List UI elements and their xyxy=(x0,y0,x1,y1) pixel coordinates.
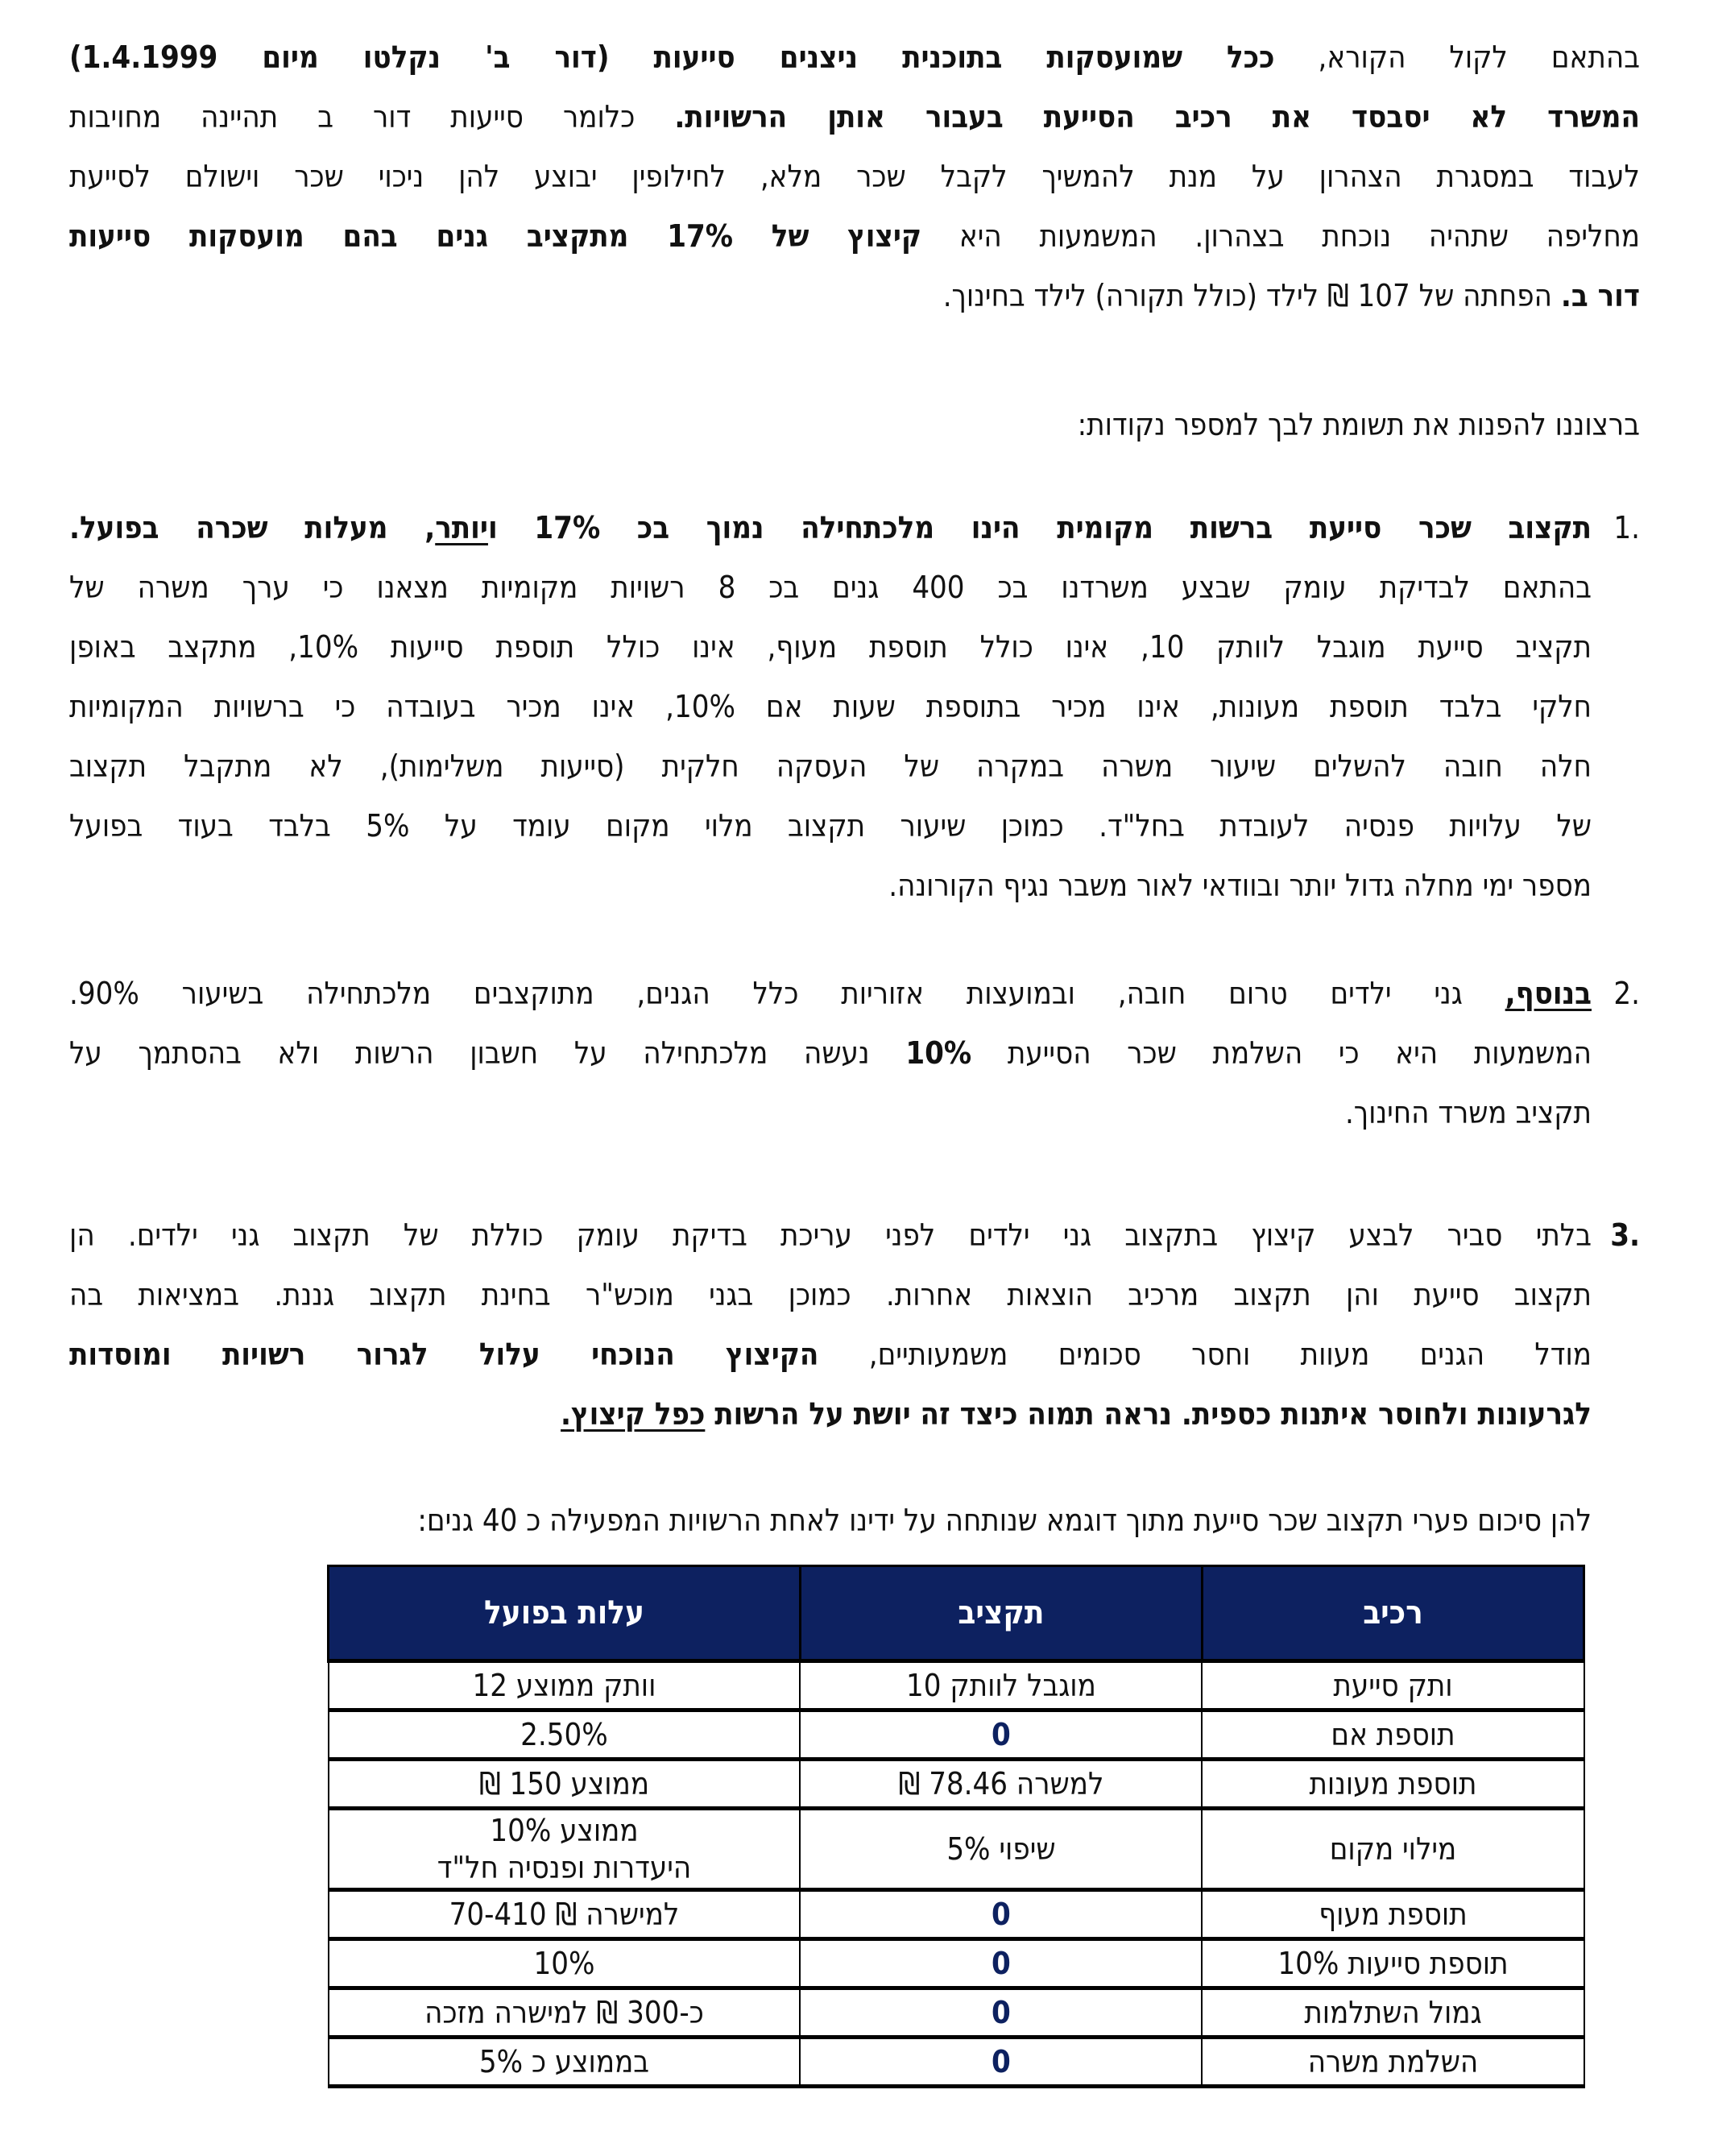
bold-text: הקיצוץ הנוכחי עלול לגרור רשויות ומוסדות xyxy=(69,1337,819,1372)
cell-actual-cost xyxy=(329,1760,801,1809)
text-line xyxy=(69,216,1640,256)
column-header-component: רכיב xyxy=(1202,1566,1584,1661)
text-line xyxy=(69,508,1592,548)
cell-actual-cost xyxy=(329,1809,801,1890)
text-line xyxy=(69,97,1640,137)
cell-budget: 0 xyxy=(800,1939,1202,1988)
cell-actual-cost xyxy=(329,1890,801,1939)
text: בהתאם לבדיקת עומק שבצע משרדנו בכ 400 גנים בכ 8 רשויות מקומיות מצאנו כי ערך משרה של xyxy=(69,570,1592,605)
text-line xyxy=(69,1093,1592,1133)
table-header-row xyxy=(329,1566,1584,1661)
cell-actual-cost xyxy=(329,1988,801,2038)
table-row xyxy=(329,1760,1584,1809)
text: תקציב משרד החינוך. xyxy=(1344,1095,1592,1130)
table-row xyxy=(329,2038,1584,2087)
column-header-budget: תקציב xyxy=(800,1566,1202,1661)
budget-gap-table xyxy=(327,1565,1585,2088)
cell-budget: למשרה 78.46 ₪ xyxy=(800,1760,1202,1809)
cell-component: מילוי מקום xyxy=(1202,1809,1584,1890)
table-caption: להן סיכום פערי תקצוב שכר סייעת מתוך דוגמא שנותחה על ידינו לאחת הרשויות המפעילה כ 40 גנים: xyxy=(417,1503,1592,1538)
cell-budget: 0 xyxy=(800,1710,1202,1760)
cell-budget: 0 xyxy=(800,1988,1202,2038)
text: מודל הגנים מעוות וחסר סכומים משמעותיים, xyxy=(818,1337,1592,1372)
point-3-number: .3 xyxy=(1610,1217,1640,1253)
point-1-number: .1 xyxy=(1613,510,1640,545)
bold-text: , מעלות שכרה בפועל. xyxy=(69,510,436,545)
cell-component: תוספת מעונות xyxy=(1202,1760,1584,1809)
cell-actual-cost xyxy=(329,1939,801,1988)
cell-actual-line: 10% xyxy=(533,1946,595,1981)
cell-actual-cost xyxy=(329,1710,801,1760)
bold-text: ככל שמועסקות בתוכנית ניצנים סייעות (דור ב' נקלטו מיום 1.4.1999) xyxy=(69,39,1275,75)
text: בהתאם לקול הקורא, xyxy=(1274,39,1640,75)
cell-component: השלמת משרה xyxy=(1202,2038,1584,2087)
table-row xyxy=(329,1939,1584,1988)
text-line xyxy=(69,806,1592,846)
text: גני ילדים טרום חובה, ובמועצות אזוריות כלל הגנים, מתוקצבים מלכתחילה בשיעור 90%. xyxy=(69,976,1505,1011)
text-line xyxy=(69,567,1592,607)
text: כלומר סייעות דור ב תהיינה מחויבות xyxy=(69,99,675,135)
text-line xyxy=(69,686,1592,727)
text-line xyxy=(69,37,1640,77)
cell-actual-line: בממוצע כ 5% xyxy=(478,2044,650,2079)
bold-text: כפל קיצוץ. xyxy=(561,1396,706,1432)
text-line xyxy=(69,1394,1592,1434)
cell-component: גמול השתלמות xyxy=(1202,1988,1584,2038)
cell-actual-line: ממוצע 150 ₪ xyxy=(478,1766,650,1802)
text: המשמעות היא כי השלמת שכר הסייעת xyxy=(971,1035,1592,1071)
text: של עלויות פנסיה לעובדת בחל"ד. כמוכן שיעור תקצוב מלוי מקום עומד על 5% בלבד בעוד בפועל xyxy=(69,808,1592,844)
table-row xyxy=(329,1661,1584,1710)
text-line xyxy=(69,746,1592,786)
bold-text: 10% xyxy=(905,1035,972,1071)
point-2-number: .2 xyxy=(1613,976,1640,1011)
cell-component: ותק סייעת xyxy=(1202,1661,1584,1710)
text-line xyxy=(69,1334,1592,1374)
table-row xyxy=(329,1809,1584,1890)
cell-actual-line: היעדרות ופנסיה חל"ד xyxy=(437,1850,692,1885)
bold-text: יותר xyxy=(435,510,488,545)
cell-actual-cost xyxy=(329,2038,801,2087)
cell-actual-line: וותק ממוצע 12 xyxy=(472,1668,656,1703)
text: מחליפה שתהיה נוכחת בצהרון. המשמעות היא xyxy=(921,218,1641,254)
cell-budget: 0 xyxy=(800,2038,1202,2087)
text: לעבוד במסגרת הצהרון על מנת להמשיך לקבל שכר מלא, לחילופין יבוצע להן ניכוי שכר וישולם לסייעת xyxy=(69,159,1640,194)
text-line xyxy=(69,1215,1592,1255)
text: הפחתה של 107 ₪ לילד (כולל תקורה) לילד בחינוך. xyxy=(942,278,1561,313)
text: בלתי סביר לבצע קיצוץ בתקצוב גני ילדים לפני עריכת בדיקת עומק כוללת של תקצוב גני ילדים. הן xyxy=(69,1217,1592,1253)
text-line xyxy=(69,627,1592,667)
text: תקציב סייעת מוגבל לוותק 10, אינו כולל תוספת מעוף, אינו כולל תוספת סייעות 10%, מתקצב באופן xyxy=(69,629,1592,665)
cell-budget: מוגבל לוותק 10 xyxy=(800,1661,1202,1710)
cell-budget: שיפוי 5% xyxy=(800,1809,1202,1890)
cell-component: תוספת מעוף xyxy=(1202,1890,1584,1939)
cell-component: תוספת סייעות 10% xyxy=(1202,1939,1584,1988)
bold-text: המשרד לא יסבסד את רכיב הסייעת בעבור אותן הרשויות. xyxy=(674,99,1640,135)
bold-text: תקצוב שכר סייעת ברשות מקומית הינו מלכתחילה נמוך בכ 17% ו xyxy=(487,510,1592,545)
text-line xyxy=(69,276,1640,316)
cell-actual-cost xyxy=(329,1661,801,1710)
text-line xyxy=(69,156,1640,197)
table-row xyxy=(329,1710,1584,1760)
cell-actual-line: ממוצע 10% xyxy=(490,1813,639,1848)
cell-budget: 0 xyxy=(800,1890,1202,1939)
lead-in-text: ברצוננו להפנות את תשומת לבך למספר נקודות: xyxy=(1077,407,1640,442)
cell-actual-line: כ-300 ₪ למישרה מזכה xyxy=(424,1995,704,2030)
text: נעשה מלכתחילה על חשבון הרשות ולא בהסתמך על xyxy=(69,1035,906,1071)
bold-text: קיצוץ של 17% מתקציב גנים בהם מועסקות סייעות xyxy=(69,218,922,254)
text: תקצוב סייעת והן תקצוב מרכיב הוצאות אחרות. כמוכן בגני מוכש"ר בחינת תקצוב גננת. במציאות בה xyxy=(69,1277,1592,1312)
text: חלקי בלבד תוספת מעונות, אינו מכיר בתוספת שעות אם 10%, אינו מכיר בעובדה כי ברשויות המקומיות xyxy=(69,689,1592,724)
cell-actual-line: למישרה ₪ 70-410 xyxy=(449,1897,680,1932)
bold-text: בנוסף, xyxy=(1505,976,1592,1011)
text-line xyxy=(69,973,1592,1014)
cell-actual-line: 2.50% xyxy=(520,1717,608,1752)
text-line xyxy=(69,865,1592,906)
table-row xyxy=(329,1988,1584,2038)
bold-text: לגרעונות ולחוסר איתנות כספית. נראה תמוה כיצד זה יושת על הרשות xyxy=(705,1396,1592,1432)
text-line xyxy=(69,1275,1592,1315)
bold-text: דור ב. xyxy=(1560,278,1640,313)
column-header-actual-cost: עלות בפועל xyxy=(329,1566,801,1661)
cell-component: תוספת אם xyxy=(1202,1710,1584,1760)
table-row xyxy=(329,1890,1584,1939)
text: מספר ימי מחלה גדול יותר ובוודאי לאור משבר נגיף הקורונה. xyxy=(888,868,1592,903)
text: חלה חובה להשלים שיעור משרה במקרה של העסקה חלקית (סייעות משלימות), לא מתקבל תקצוב xyxy=(69,748,1592,784)
text-line xyxy=(69,1033,1592,1073)
